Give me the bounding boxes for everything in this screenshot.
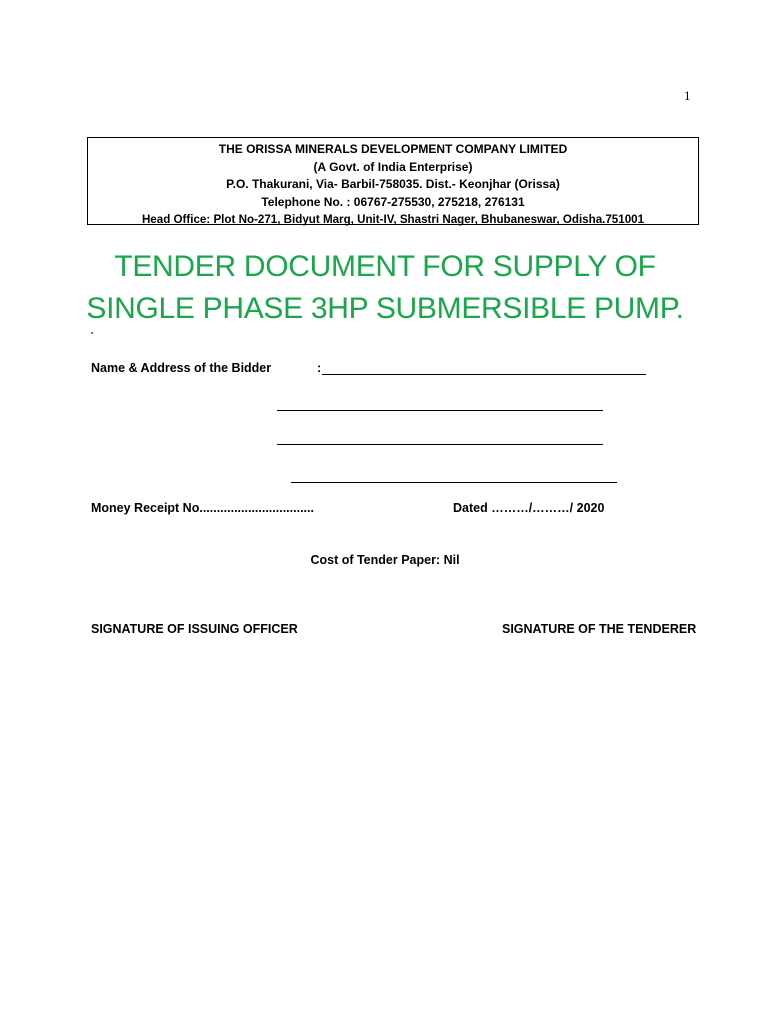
company-subtitle: (A Govt. of India Enterprise) [313,159,473,174]
bidder-line-3[interactable] [277,444,603,445]
head-office-address: Head Office: Plot No-271, Bidyut Marg, Unit-IV, Shastri Nager, Bhubaneswar, Odisha.751001 [141,213,645,226]
document-title-line-2: SINGLE PHASE 3HP SUBMERSIBLE PUMP. [86,292,684,325]
tenderer-signature: SIGNATURE OF THE TENDERER [502,622,697,636]
stray-mark [91,332,93,334]
document-title [0,246,770,330]
bidder-line-4[interactable] [291,482,617,483]
money-receipt-field: Money Receipt No................................. [91,501,314,515]
dated-field: Dated ………/………/ 2020 [453,501,605,515]
issuing-officer-signature: SIGNATURE OF ISSUING OFFICER [91,622,298,636]
page-number: 1 [684,88,691,103]
document-title-line-1: TENDER DOCUMENT FOR SUPPLY OF [114,250,656,283]
company-header-box [87,137,699,225]
bidder-line-2[interactable] [277,410,603,411]
company-address: P.O. Thakurani, Via- Barbil-758035. Dist.- Keonjhar (Orissa) [226,177,560,191]
bidder-colon: : [317,361,322,375]
bidder-line-1[interactable] [322,374,646,375]
cost-of-tender: Cost of Tender Paper: Nil [310,553,460,567]
company-name: THE ORISSA MINERALS DEVELOPMENT COMPANY LIMITED [218,142,568,156]
bidder-label: Name & Address of the Bidder [91,361,272,375]
company-telephone: Telephone No. : 06767-275530, 275218, 276131 [261,194,525,209]
